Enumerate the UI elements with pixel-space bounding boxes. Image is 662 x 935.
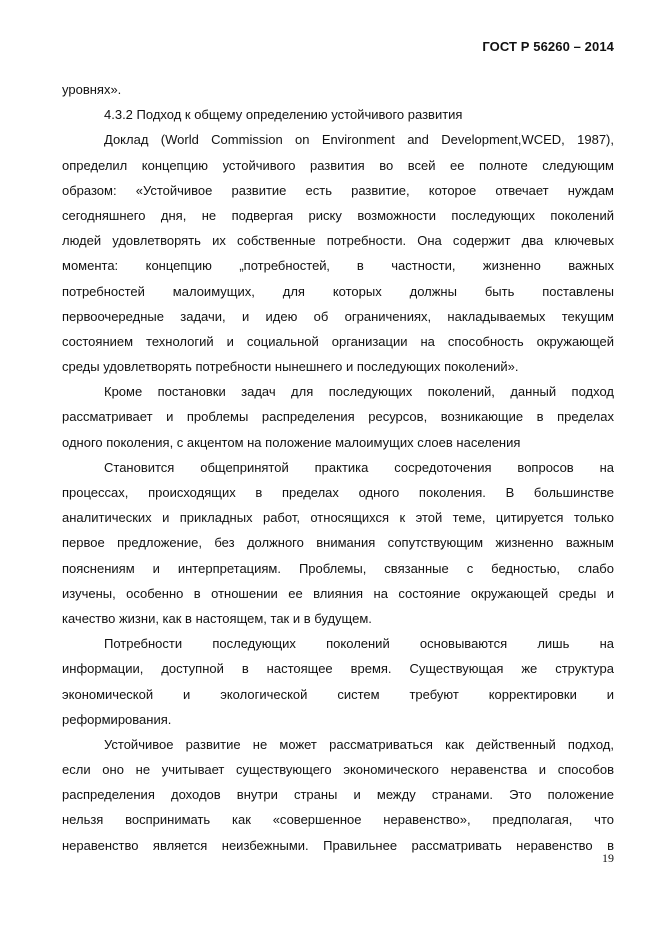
document-body: [62, 77, 614, 858]
text-line: информации, доступной в настоящее время. Существующая же структура: [62, 661, 614, 677]
text-line: неравенство является неизбежными. Правильнее рассматривать неравенство в: [62, 837, 614, 853]
text-line: Становится общепринятой практика сосредоточения вопросов на: [104, 459, 614, 475]
text-line: определил концепцию устойчивого развития во всей ее полноте следующим: [62, 157, 614, 173]
text-line: людей удовлетворять их собственные потребности. Она содержит два ключевых: [62, 233, 614, 249]
text-line: момента: концепцию „потребностей‚ в частности, жизненно важных: [62, 258, 614, 274]
document-header: ГОСТ Р 56260 – 2014: [482, 39, 614, 54]
text-line: качество жизни, как в настоящем, так и в будущем.: [62, 610, 372, 626]
text-line: первое предложение, без должного внимания сопутствующим жизненно важным: [62, 535, 614, 551]
text-line: уровнях».: [62, 82, 122, 97]
text-line: рассматривает и проблемы распределения ресурсов, возникающие в пределах: [62, 409, 614, 425]
text-line: первоочередные задачи, и идею об ограничениях, накладываемых текущим: [62, 308, 614, 324]
text-line: Доклад (World Commission on Environment and Development,WCED, 1987),: [104, 132, 614, 148]
text-line: состоянием технологий и социальной организации на способность окружающей: [62, 333, 614, 349]
text-line: нельзя воспринимать как «совершенное неравенство», предполагая, что: [62, 812, 614, 828]
text-line: Кроме постановки задач для последующих поколений, данный подход: [104, 384, 614, 400]
text-line: если оно не учитывает существующего экономического неравенства и способов: [62, 762, 614, 778]
text-line: сегодняшнего дня, не подвергая риску возможности последующих поколений: [62, 207, 614, 223]
text-line: реформирования.: [62, 711, 172, 727]
section-heading: 4.3.2 Подход к общему определению устойчивого развития: [104, 107, 463, 123]
text-line: распределения доходов внутри страны и между странами. Это положение: [62, 787, 614, 803]
page-number: 19: [602, 851, 614, 865]
text-line: потребностей малоимущих, для которых должны быть поставлены: [62, 283, 614, 299]
text-line: образом: «Устойчивое развитие есть развитие, которое отвечает нуждам: [62, 182, 614, 198]
text-line: экономической и экологической систем требуют корректировки и: [62, 686, 614, 702]
text-line: Устойчивое развитие не может рассматриваться как действенный подход,: [104, 736, 614, 752]
text-line: процессах, происходящих в пределах одного поколения. В большинстве: [62, 485, 614, 500]
text-line: Потребности последующих поколений основываются лишь на: [104, 636, 614, 652]
text-line: пояснениям и интерпретациям. Проблемы, связанные с бедностью, слабо: [62, 560, 614, 576]
text-line: изучены, особенно в отношении ее влияния на состояние окружающей среды и: [62, 585, 614, 601]
text-line: среды удовлетворять потребности нынешнего и последующих поколений».: [62, 359, 519, 375]
text-line: аналитических и прикладных работ, относящихся к этой теме, цитируется только: [62, 510, 614, 526]
text-line: одного поколения, с акцентом на положение малоимущих слоев населения: [62, 434, 521, 450]
